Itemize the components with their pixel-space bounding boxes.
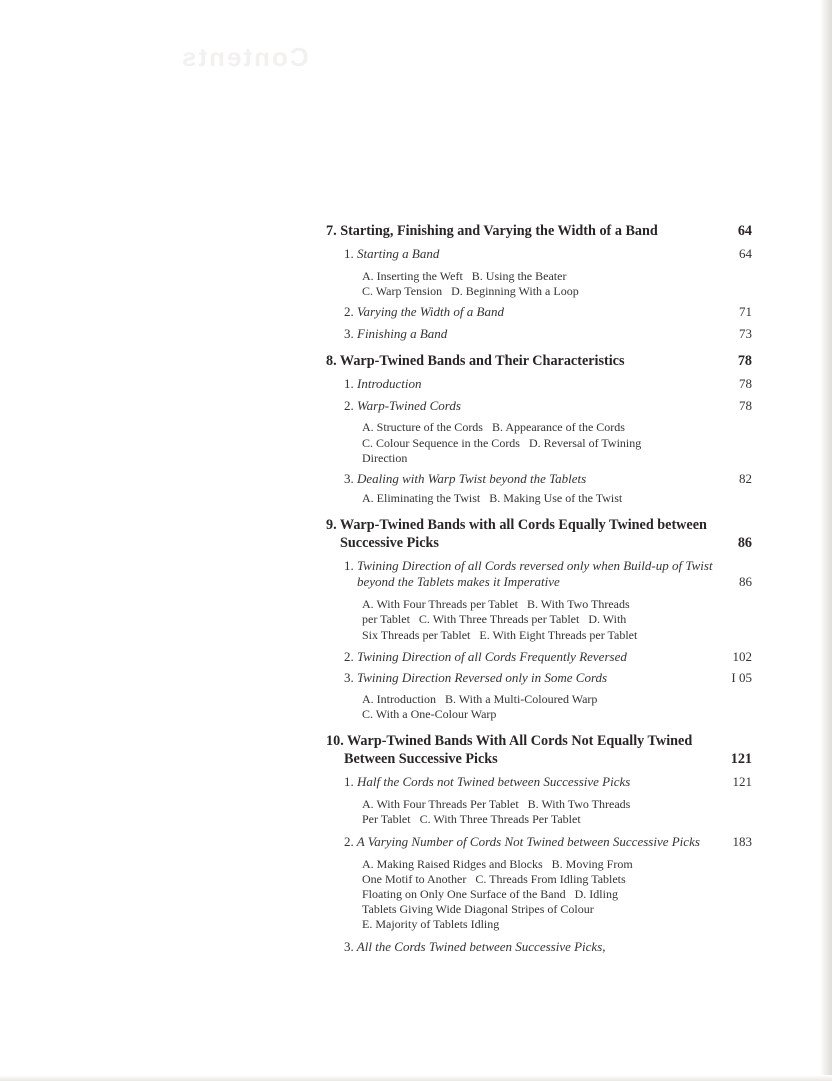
- section-title-line-1: Twining Direction of all Cords reversed only when Build-up of Twist: [357, 558, 713, 574]
- subsection-line: Floating on Only One Surface of the Band D. Idling: [362, 887, 618, 902]
- chapter-title-line-2: Between Successive Picks: [344, 751, 498, 768]
- section-title: Varying the Width of a Band: [357, 304, 504, 320]
- section-title: Warp-Twined Cords: [357, 398, 461, 414]
- section-number: 2.: [344, 648, 354, 664]
- subsection-list: [326, 269, 754, 299]
- section-number: 1.: [344, 246, 354, 261]
- subsection-line: A. Inserting the Weft B. Using the Beater: [362, 269, 567, 283]
- subsection-line: C. Warp Tension D. Beginning With a Loop: [362, 284, 579, 299]
- page-number: 82: [739, 471, 752, 487]
- page-bottom-shadow: [0, 1075, 832, 1081]
- page-number: 86: [739, 574, 752, 590]
- chapter-title-line-1: 10. Warp-Twined Bands With All Cords Not Equally Twined: [326, 733, 693, 750]
- section-10-3: [326, 939, 754, 955]
- page-edge-shadow: [820, 0, 832, 1081]
- section-title: A Varying Number of Cords Not Twined between Successive Picks: [356, 833, 700, 849]
- section-title: Finishing a Band: [357, 326, 448, 342]
- subsection-line: A. With Four Threads Per Tablet B. With Two Threads: [362, 797, 631, 812]
- section-7-3: [326, 326, 754, 342]
- section-7-2: [326, 304, 754, 320]
- section-title: Starting a Band: [357, 246, 440, 261]
- chapter-title-line-2: Successive Picks: [340, 535, 439, 552]
- section-9-2: [326, 649, 754, 665]
- section-number: 2.: [344, 398, 354, 414]
- section-number: 3.: [344, 471, 354, 487]
- section-title: Twining Direction Reversed only in Some Cords: [357, 669, 608, 685]
- section-number: 1.: [344, 376, 354, 392]
- page-number: I 05: [731, 669, 752, 685]
- section-number: 1.: [344, 558, 354, 574]
- section-number: 3.: [344, 669, 354, 685]
- page-number: 121: [730, 751, 752, 768]
- section-7-1: [326, 246, 754, 262]
- section-8-1: [326, 376, 754, 392]
- section-9-1: [326, 558, 754, 590]
- page-number: 71: [739, 304, 752, 320]
- chapter-7: [326, 222, 754, 240]
- section-title: Dealing with Warp Twist beyond the Tablets: [357, 471, 587, 487]
- subsection-list: [326, 857, 754, 933]
- subsection-list: [326, 491, 754, 506]
- subsection-list: [326, 797, 754, 827]
- section-10-1: [326, 774, 754, 790]
- chapter-title: 7. Starting, Finishing and Varying the Width of a Band: [326, 223, 658, 239]
- chapter-title-line-1: 9. Warp-Twined Bands with all Cords Equally Twined between: [326, 517, 707, 534]
- section-number: 2.: [344, 304, 354, 320]
- section-number: 3.: [344, 326, 354, 342]
- section-8-2: [326, 398, 754, 414]
- subsection-line: per Tablet C. With Three Threads per Tablet D. With: [362, 612, 627, 627]
- subsection-list: [326, 597, 754, 643]
- subsection-list: [326, 692, 754, 722]
- section-number: 1.: [344, 774, 354, 790]
- subsection-line: C. Colour Sequence in the Cords D. Reversal of Twining: [362, 435, 642, 450]
- page-number: 86: [737, 535, 752, 552]
- subsection-line: Tablets Giving Wide Diagonal Stripes of Colour: [362, 902, 594, 917]
- page-number: 183: [732, 833, 752, 849]
- section-number: 2.: [344, 833, 354, 849]
- subsection-line: A. Making Raised Ridges and Blocks B. Moving From: [362, 856, 633, 871]
- section-number: 3.: [344, 938, 354, 954]
- section-title: Half the Cords not Twined between Successive Picks: [357, 774, 631, 790]
- subsection-line: A. Eliminating the Twist B. Making Use of the Twist: [362, 491, 623, 506]
- subsection-line: Six Threads per Tablet E. With Eight Threads per Tablet: [362, 627, 638, 642]
- chapter-8: [326, 352, 754, 370]
- section-title: Introduction: [357, 376, 422, 392]
- page-number: 78: [739, 398, 752, 414]
- page-number: 64: [737, 223, 752, 239]
- chapter-10: [326, 732, 754, 768]
- section-8-3: [326, 471, 754, 487]
- subsection-line: A. With Four Threads per Tablet B. With Two Threads: [362, 597, 630, 612]
- page-number: 73: [739, 326, 752, 342]
- page-number: 78: [737, 353, 752, 370]
- section-9-3: [326, 670, 754, 686]
- page-number: 64: [739, 246, 752, 261]
- subsection-line: Per Tablet C. With Three Threads Per Tablet: [362, 812, 581, 827]
- subsection-list: [326, 420, 754, 466]
- table-of-contents: [326, 222, 754, 955]
- subsection-line: C. With a One-Colour Warp: [362, 707, 497, 722]
- page-number: 121: [732, 774, 752, 790]
- subsection-line: A. Introduction B. With a Multi-Coloured Warp: [362, 691, 598, 706]
- show-through-heading: Contents: [180, 42, 309, 72]
- page-number: 102: [732, 648, 752, 664]
- subsection-line: E. Majority of Tablets Idling: [362, 917, 500, 932]
- section-title-line-2: beyond the Tablets makes it Imperative: [357, 574, 560, 590]
- chapter-title: 8. Warp-Twined Bands and Their Characteristics: [326, 353, 625, 370]
- section-title: All the Cords Twined between Successive Picks,: [356, 938, 606, 954]
- subsection-line: A. Structure of the Cords B. Appearance of the Cords: [362, 420, 625, 435]
- subsection-line: Direction: [362, 450, 408, 465]
- section-title: Twining Direction of all Cords Frequently Reversed: [357, 648, 627, 664]
- page-number: 78: [739, 376, 752, 392]
- chapter-9: [326, 516, 754, 552]
- section-10-2: [326, 834, 754, 850]
- subsection-line: One Motif to Another C. Threads From Idling Tablets: [362, 871, 626, 886]
